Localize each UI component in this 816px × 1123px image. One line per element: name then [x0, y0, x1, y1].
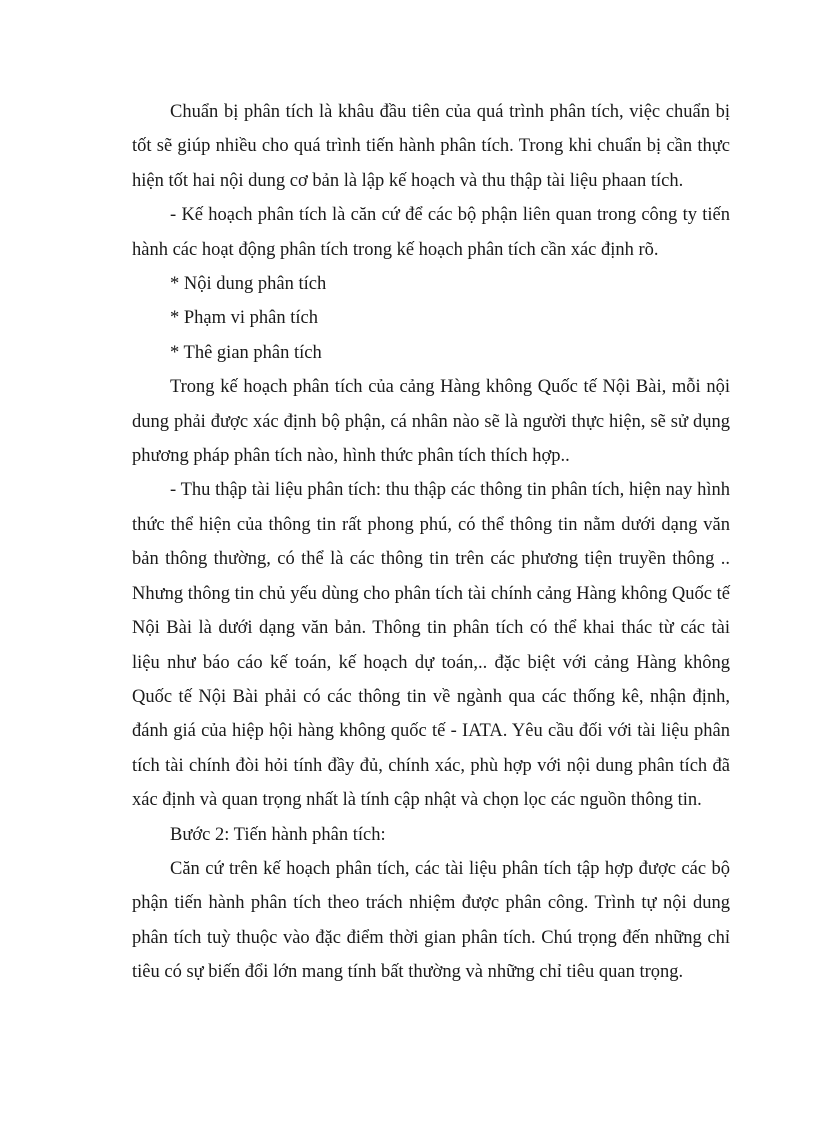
step-2-heading: Bước 2: Tiến hành phân tích:: [170, 824, 386, 845]
document-body: [132, 95, 730, 990]
paragraph-data-collection: - Thu thập tài liệu phân tích: thu thập các thông tin phân tích, hiện nay hình thức thể hiện của thông tin rất phong phú, có thể thông tin nằm dưới dạng văn bản thông thường, có thể là các thông tin trên các phương tiện truyền thông .. Nhưng thông tin chủ yếu dùng cho phân tích tài chính cảng Hàng không Quốc tế Nội Bài là dưới dạng văn bản. Thông tin phân tích có thể khai thác từ các tài liệu như báo cáo kế toán, kế hoạch dự toán,.. đặc biệt với cảng Hàng không Quốc tế Nội Bài phải có các thông tin về ngành qua các thống kê, nhận định, đánh giá của hiệp hội hàng không quốc tế - IATA. Yêu cầu đối với tài liệu phân tích tài chính đòi hỏi tính đầy đủ, chính xác, phù hợp với nội dung phân tích đã xác định và quan trọng nhất là tính cập nhật và chọn lọc các nguồn thông tin.: [132, 480, 730, 811]
paragraph-preparation: Chuẩn bị phân tích là khâu đầu tiên của quá trình phân tích, việc chuẩn bị tốt sẽ giúp nhiều cho quá trình tiến hành phân tích. Trong khi chuẩn bị cần thực hiện tốt hai nội dung cơ bản là lập kế hoạch và thu thập tài liệu phaan tích.: [132, 102, 730, 191]
bullet-time: * Thê gian phân tích: [170, 342, 322, 363]
paragraph-analysis-plan: - Kế hoạch phân tích là căn cứ để các bộ phận liên quan trong công ty tiến hành các hoạt động phân tích trong kế hoạch phân tích cần xác định rõ.: [132, 205, 730, 260]
paragraph-plan-details: Trong kế hoạch phân tích của cảng Hàng không Quốc tế Nội Bài, mỗi nội dung phải được xác định bộ phận, cá nhân nào sẽ là người thực hiện, sẽ sử dụng phương pháp phân tích nào, hình thức phân tích thích hợp..: [132, 377, 730, 467]
bullet-scope: * Phạm vi phân tích: [170, 308, 318, 329]
paragraph-conduct-analysis: Căn cứ trên kế hoạch phân tích, các tài liệu phân tích tập hợp được các bộ phận tiến hành phân tích theo trách nhiệm được phân công. Trình tự nội dung phân tích tuỳ thuộc vào đặc điểm thời gian phân tích. Chú trọng đến những chỉ tiêu có sự biến đổi lớn mang tính bất thường và những chỉ tiêu quan trọng.: [132, 858, 730, 983]
bullet-content: * Nội dung phân tích: [170, 274, 327, 295]
